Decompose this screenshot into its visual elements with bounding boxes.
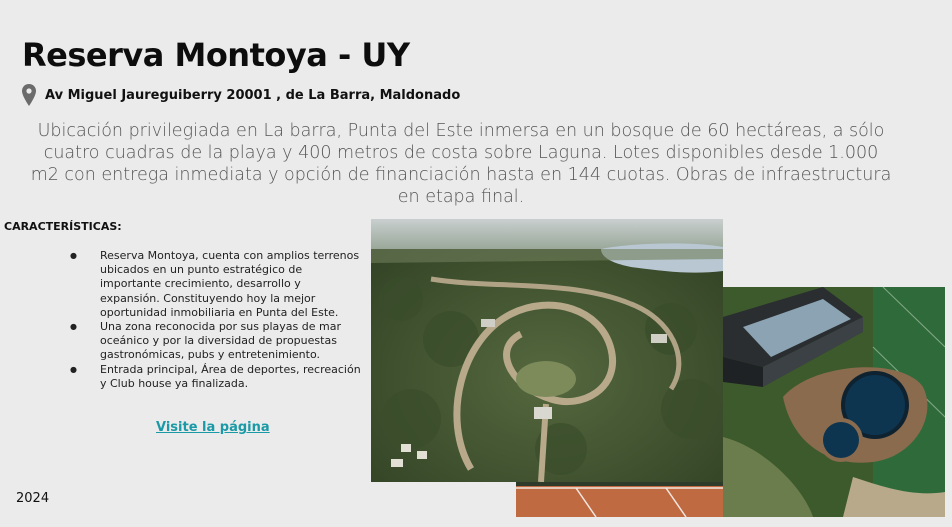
feature-item: ● Reserva Montoya, cuenta con amplios terrenos ubicados en un punto estratégico de importante crecimiento, desarrollo y expansión. Constituyendo hoy la mejor oportunidad inmobiliaria en Punta del Este. [64,249,364,320]
description-paragraph: Ubicación privilegiada en La barra, Punta del Este inmersa en un bosque de 60 hectáreas, a sólo cuatro cuadras de la playa y 400 metros de costa sobre Laguna. Lotes disponibles desde 1.000 m2 con entrega inmediata y opción de financiación hasta en 144 cuotas. Obras de infraestructura en etapa final. [30,121,892,207]
features-list [64,249,364,391]
address-text: Av Miguel Jaureguiberry 20001 , de La Barra, Maldonado [45,87,461,103]
map-pin-icon [22,84,36,106]
feature-item: ● Entrada principal, Área de deportes, recreación y Club house ya finalizada. [64,363,364,391]
address-row [22,84,460,106]
clubhouse-pool-photo [723,287,945,517]
court-photo [516,482,723,517]
aerial-photo [371,219,723,482]
year-label: 2024 [16,491,50,506]
visit-page-link[interactable]: Visite la página [156,420,270,435]
page-title: Reserva Montoya - UY [22,36,410,74]
features-heading: CARACTERÍSTICAS: [4,220,122,233]
feature-item: ● Una zona reconocida por sus playas de mar oceánico y por la diversidad de propuestas gastronómicas, pubs y entretenimiento. [64,320,364,363]
